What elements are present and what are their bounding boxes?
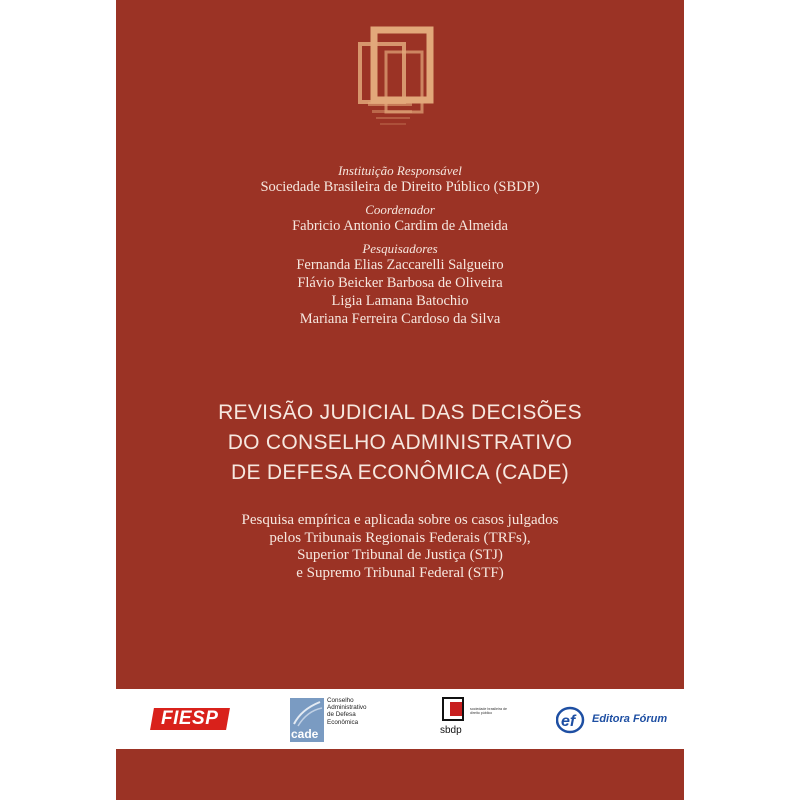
cade-word: cade — [291, 727, 319, 741]
researcher-name: Flávio Beicker Barbosa de Oliveira — [297, 275, 503, 291]
subtitle-line: e Supremo Tribunal Federal (STF) — [296, 564, 504, 581]
researcher-name: Ligia Lamana Batochio — [331, 293, 469, 309]
subtitle-line: Superior Tribunal de Justiça (STJ) — [297, 547, 503, 563]
cade-line: de Defesa — [327, 711, 356, 719]
fiesp-logo — [150, 708, 230, 730]
ef-mark-icon — [556, 705, 588, 735]
title-line: DE DEFESA ECONÔMICA (CADE) — [230, 461, 570, 484]
cade-logo — [290, 695, 394, 743]
coordinator-name: Fabricio Antonio Cardim de Almeida — [292, 218, 508, 234]
sbdp-tagline: sociedade brasileira de direito público — [470, 707, 507, 716]
sbdp-word: sbdp — [440, 725, 462, 736]
book-subtitle — [116, 512, 684, 582]
institution-role: Instituição Responsável — [338, 163, 462, 178]
editora-forum-name: Editora Fórum — [592, 713, 668, 725]
institution-name: Sociedade Brasileira de Direito Público (SBDP) — [260, 179, 540, 195]
cade-line: Conselho — [327, 697, 354, 704]
researchers-role: Pesquisadores — [362, 241, 438, 256]
researcher-name: Fernanda Elias Zaccarelli Salgueiro — [296, 257, 504, 273]
fiesp-logo-text: FIESP — [161, 708, 219, 729]
sponsor-logo-strip — [116, 689, 684, 749]
sbdp-mark-icon — [442, 697, 466, 723]
title-line: DO CONSELHO ADMINISTRATIVO — [227, 431, 573, 454]
subtitle-line: Pesquisa empírica e aplicada sobre os casos julgados — [241, 512, 559, 528]
title-line: REVISÃO JUDICIAL DAS DECISÕES — [218, 401, 582, 424]
cade-name — [327, 697, 367, 726]
cade-line: Econômica — [327, 718, 359, 726]
ef-mark-text: ef — [561, 713, 576, 730]
sbdp-logo — [438, 697, 508, 743]
cade-swoosh-icon — [290, 698, 324, 728]
credits-block — [116, 163, 684, 328]
editora-forum-logo — [556, 705, 674, 735]
frames-emblem-icon — [354, 22, 446, 134]
subtitle-line: pelos Tribunais Regionais Federais (TRFs), — [269, 529, 531, 546]
cade-line: Administrativo — [327, 704, 367, 712]
cade-badge-icon — [290, 698, 324, 742]
researcher-name: Mariana Ferreira Cardoso da Silva — [299, 311, 501, 327]
coordinator-role: Coordenador — [365, 202, 435, 217]
book-cover — [116, 0, 684, 800]
book-title — [116, 398, 684, 488]
